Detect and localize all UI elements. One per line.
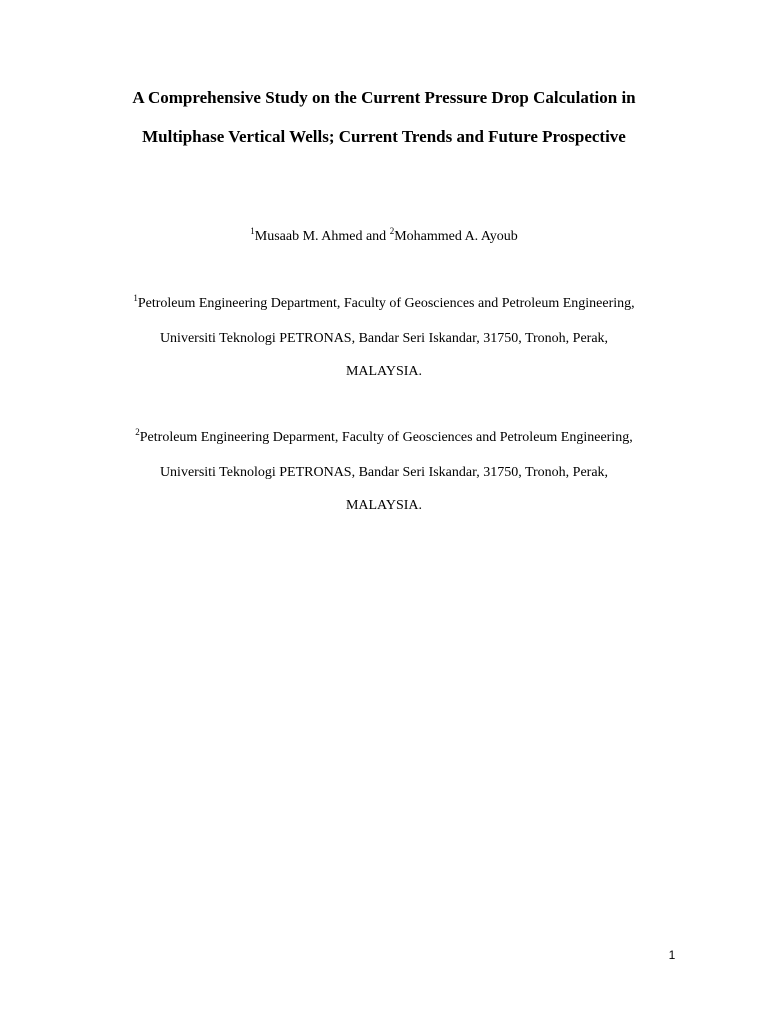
author-2-affiliation-mark: 2 bbox=[389, 226, 395, 236]
paper-title-line-2: Multiphase Vertical Wells; Current Trends and Future Prospective bbox=[142, 127, 626, 146]
affiliation-1-mark: 1 bbox=[133, 293, 138, 303]
author-1-affiliation-mark: 1 bbox=[250, 226, 255, 236]
affiliation-2-department: Petroleum Engineering Deparment, Faculty of Geosciences and Petroleum Engineering, bbox=[139, 430, 633, 445]
author-list bbox=[0, 228, 768, 246]
paper-title-line-1: A Comprehensive Study on the Current Pressure Drop Calculation in bbox=[132, 88, 636, 107]
author-connector: and bbox=[362, 229, 390, 244]
affiliation-2-line-1 bbox=[0, 429, 768, 447]
affiliation-2-country: MALAYSIA. bbox=[345, 498, 423, 513]
affiliation-1-line-1 bbox=[0, 295, 768, 313]
affiliation-1-country: MALAYSIA. bbox=[345, 364, 423, 379]
affiliation-2-mark: 2 bbox=[135, 427, 140, 437]
affiliation-2-line-2: Universiti Teknologi PETRONAS, Bandar Seri Iskandar, 31750, Tronoh, Perak, bbox=[159, 465, 609, 480]
affiliation-1-department: Petroleum Engineering Department, Faculty of Geosciences and Petroleum Engineering, bbox=[137, 296, 635, 311]
author-1-name: Musaab M. Ahmed bbox=[254, 229, 363, 244]
affiliation-1-line-2: Universiti Teknologi PETRONAS, Bandar Seri Iskandar, 31750, Tronoh, Perak, bbox=[159, 331, 609, 346]
author-2-name: Mohammed A. Ayoub bbox=[394, 229, 518, 244]
page-number: 1 bbox=[668, 948, 676, 962]
